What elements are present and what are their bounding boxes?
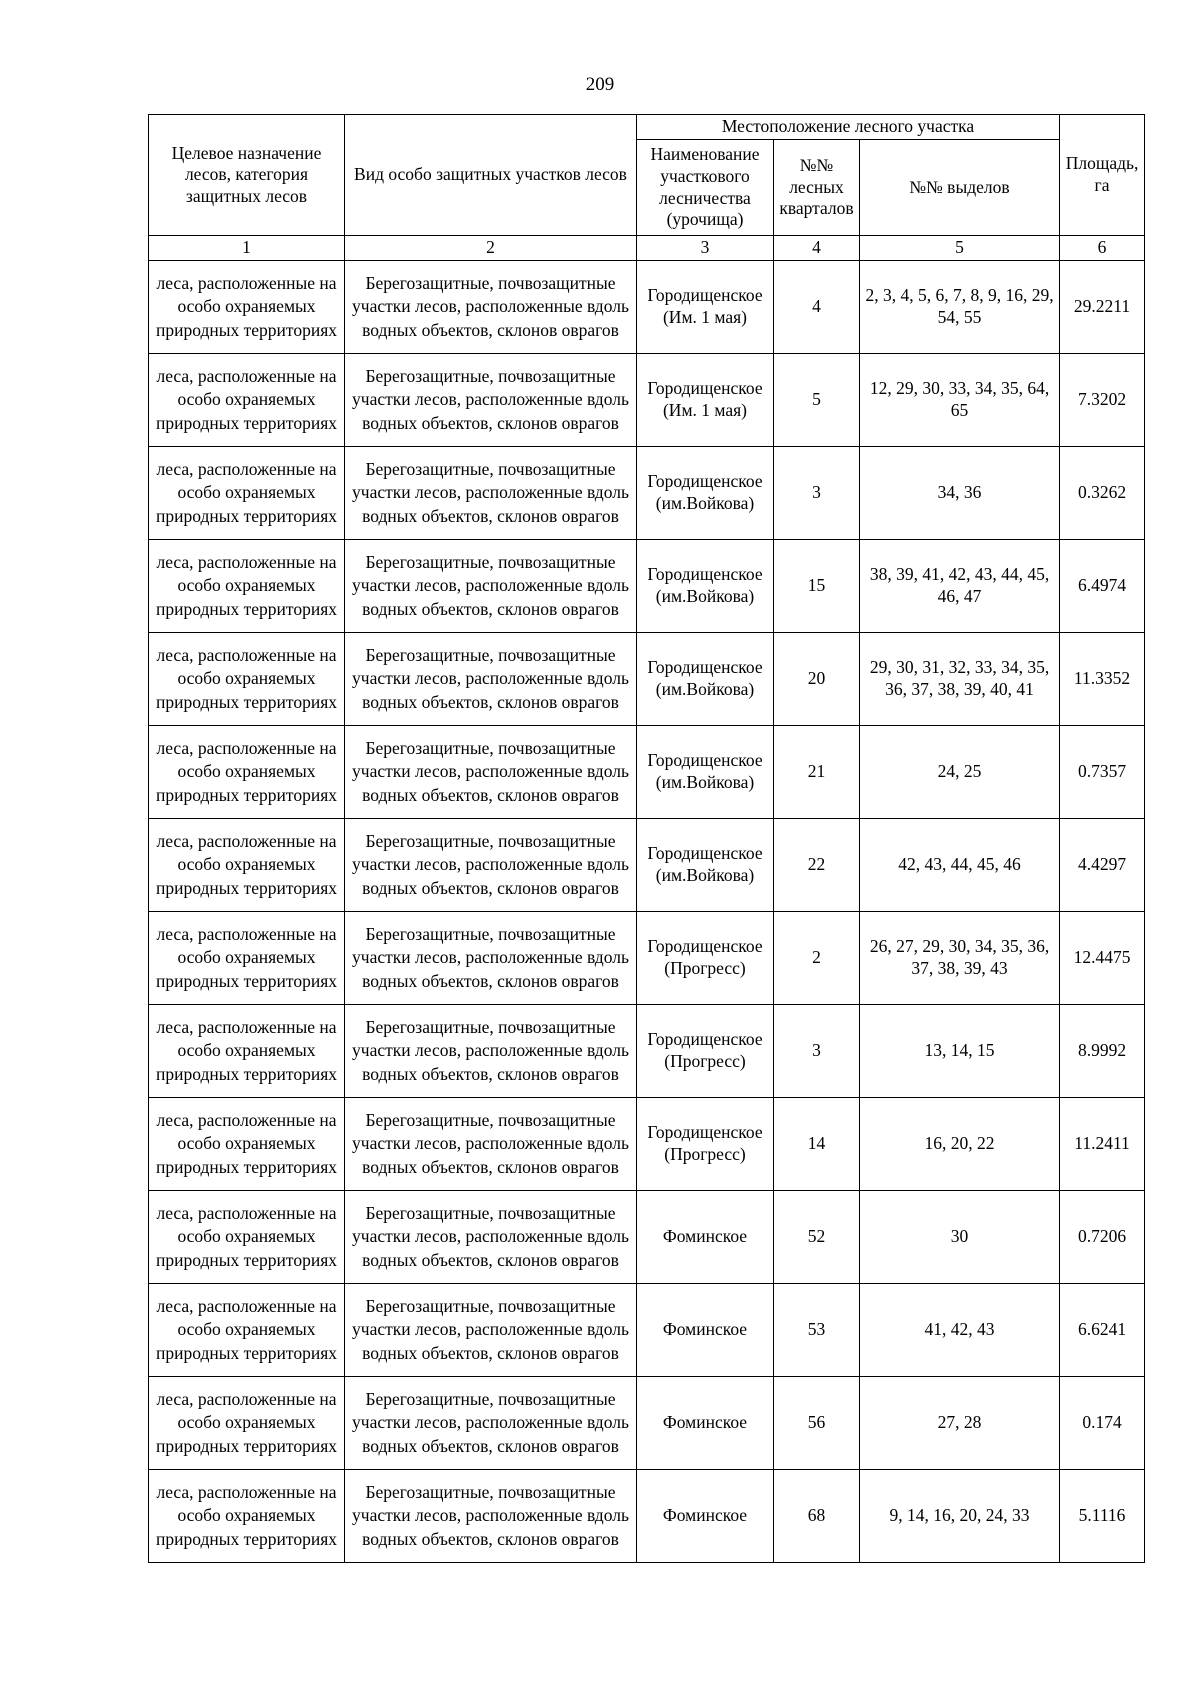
- cell-forestry: Городищенское (Прогресс): [637, 1005, 774, 1098]
- cell-allotments: 12, 29, 30, 33, 34, 35, 64, 65: [860, 354, 1060, 447]
- cell-purpose: леса, расположенные на особо охраняемых природных территориях: [149, 261, 345, 354]
- table-row: [149, 447, 1145, 540]
- cell-quarter: 22: [774, 819, 860, 912]
- cell-area: 5.1116: [1060, 1470, 1145, 1563]
- cell-kind: Берегозащитные, почвозащитные участки лесов, расположенные вдоль водных объектов, склонов оврагов: [345, 447, 637, 540]
- table-row: [149, 354, 1145, 447]
- cell-kind: Берегозащитные, почвозащитные участки лесов, расположенные вдоль водных объектов, склонов оврагов: [345, 540, 637, 633]
- cell-quarter: 5: [774, 354, 860, 447]
- cell-kind: Берегозащитные, почвозащитные участки лесов, расположенные вдоль водных объектов, склонов оврагов: [345, 819, 637, 912]
- cell-purpose: леса, расположенные на особо охраняемых природных территориях: [149, 1005, 345, 1098]
- column-number: 1: [149, 236, 345, 261]
- table-row: [149, 912, 1145, 1005]
- cell-area: 6.6241: [1060, 1284, 1145, 1377]
- table-row: [149, 633, 1145, 726]
- cell-allotments: 42, 43, 44, 45, 46: [860, 819, 1060, 912]
- cell-area: 7.3202: [1060, 354, 1145, 447]
- table-row: [149, 261, 1145, 354]
- cell-purpose: леса, расположенные на особо охраняемых природных территориях: [149, 1470, 345, 1563]
- cell-forestry: Городищенское (им.Войкова): [637, 540, 774, 633]
- cell-purpose: леса, расположенные на особо охраняемых природных территориях: [149, 819, 345, 912]
- column-number: 4: [774, 236, 860, 261]
- cell-kind: Берегозащитные, почвозащитные участки лесов, расположенные вдоль водных объектов, склонов оврагов: [345, 912, 637, 1005]
- cell-forestry: Городищенское (им.Войкова): [637, 819, 774, 912]
- cell-kind: Берегозащитные, почвозащитные участки лесов, расположенные вдоль водных объектов, склонов оврагов: [345, 1377, 637, 1470]
- cell-purpose: леса, расположенные на особо охраняемых природных территориях: [149, 726, 345, 819]
- cell-allotments: 9, 14, 16, 20, 24, 33: [860, 1470, 1060, 1563]
- cell-allotments: 34, 36: [860, 447, 1060, 540]
- cell-quarter: 20: [774, 633, 860, 726]
- cell-purpose: леса, расположенные на особо охраняемых природных территориях: [149, 912, 345, 1005]
- column-number: 6: [1060, 236, 1145, 261]
- cell-purpose: леса, расположенные на особо охраняемых природных территориях: [149, 1377, 345, 1470]
- cell-purpose: леса, расположенные на особо охраняемых природных территориях: [149, 540, 345, 633]
- table-row: [149, 1005, 1145, 1098]
- cell-area: 11.3352: [1060, 633, 1145, 726]
- forest-plots-table: [148, 114, 1145, 1563]
- page-number: 209: [585, 74, 615, 95]
- cell-quarter: 3: [774, 1005, 860, 1098]
- column-numbers-row: [149, 236, 1145, 261]
- cell-quarter: 56: [774, 1377, 860, 1470]
- cell-kind: Берегозащитные, почвозащитные участки лесов, расположенные вдоль водных объектов, склонов оврагов: [345, 1005, 637, 1098]
- cell-allotments: 13, 14, 15: [860, 1005, 1060, 1098]
- cell-purpose: леса, расположенные на особо охраняемых природных территориях: [149, 633, 345, 726]
- cell-purpose: леса, расположенные на особо охраняемых природных территориях: [149, 354, 345, 447]
- cell-quarter: 53: [774, 1284, 860, 1377]
- cell-quarter: 4: [774, 261, 860, 354]
- cell-kind: Берегозащитные, почвозащитные участки лесов, расположенные вдоль водных объектов, склонов оврагов: [345, 726, 637, 819]
- cell-allotments: 24, 25: [860, 726, 1060, 819]
- cell-forestry: Городищенское (им.Войкова): [637, 726, 774, 819]
- cell-forestry: Городищенское (Прогресс): [637, 912, 774, 1005]
- cell-quarter: 21: [774, 726, 860, 819]
- cell-area: 0.7357: [1060, 726, 1145, 819]
- cell-forestry: Фоминское: [637, 1284, 774, 1377]
- table-row: [149, 1098, 1145, 1191]
- column-number: 2: [345, 236, 637, 261]
- cell-quarter: 52: [774, 1191, 860, 1284]
- cell-forestry: Городищенское (им.Войкова): [637, 447, 774, 540]
- cell-quarter: 15: [774, 540, 860, 633]
- cell-area: 6.4974: [1060, 540, 1145, 633]
- cell-forestry: Фоминское: [637, 1191, 774, 1284]
- cell-area: 8.9992: [1060, 1005, 1145, 1098]
- table-row: [149, 819, 1145, 912]
- table-row: [149, 1377, 1145, 1470]
- cell-area: 29.2211: [1060, 261, 1145, 354]
- table-row: [149, 1284, 1145, 1377]
- header-kind: Вид особо защитных участков лесов: [345, 115, 637, 236]
- cell-purpose: леса, расположенные на особо охраняемых природных территориях: [149, 1098, 345, 1191]
- cell-quarter: 68: [774, 1470, 860, 1563]
- cell-kind: Берегозащитные, почвозащитные участки лесов, расположенные вдоль водных объектов, склонов оврагов: [345, 1191, 637, 1284]
- cell-forestry: Городищенское (Прогресс): [637, 1098, 774, 1191]
- cell-allotments: 38, 39, 41, 42, 43, 44, 45, 46, 47: [860, 540, 1060, 633]
- cell-kind: Берегозащитные, почвозащитные участки лесов, расположенные вдоль водных объектов, склонов оврагов: [345, 1098, 637, 1191]
- cell-allotments: 30: [860, 1191, 1060, 1284]
- cell-area: 0.3262: [1060, 447, 1145, 540]
- cell-allotments: 41, 42, 43: [860, 1284, 1060, 1377]
- cell-forestry: Городищенское (Им. 1 мая): [637, 261, 774, 354]
- header-location-group: Местоположение лесного участка: [637, 115, 1060, 140]
- cell-area: 11.2411: [1060, 1098, 1145, 1191]
- cell-quarter: 14: [774, 1098, 860, 1191]
- cell-kind: Берегозащитные, почвозащитные участки лесов, расположенные вдоль водных объектов, склонов оврагов: [345, 354, 637, 447]
- column-number: 3: [637, 236, 774, 261]
- table-row: [149, 1470, 1145, 1563]
- cell-quarter: 2: [774, 912, 860, 1005]
- cell-allotments: 26, 27, 29, 30, 34, 35, 36, 37, 38, 39, 43: [860, 912, 1060, 1005]
- header-quarters: №№ лесных кварталов: [774, 140, 860, 236]
- cell-forestry: Фоминское: [637, 1377, 774, 1470]
- table-row: [149, 1191, 1145, 1284]
- cell-forestry: Городищенское (Им. 1 мая): [637, 354, 774, 447]
- cell-purpose: леса, расположенные на особо охраняемых природных территориях: [149, 1284, 345, 1377]
- cell-quarter: 3: [774, 447, 860, 540]
- table-row: [149, 540, 1145, 633]
- header-forestry-name: Наименование участкового лесничества (урочища): [637, 140, 774, 236]
- header-purpose: Целевое назначение лесов, категория защитных лесов: [149, 115, 345, 236]
- cell-allotments: 29, 30, 31, 32, 33, 34, 35, 36, 37, 38, 39, 40, 41: [860, 633, 1060, 726]
- table-body: [149, 261, 1145, 1563]
- cell-purpose: леса, расположенные на особо охраняемых природных территориях: [149, 1191, 345, 1284]
- column-number: 5: [860, 236, 1060, 261]
- cell-area: 0.7206: [1060, 1191, 1145, 1284]
- cell-area: 12.4475: [1060, 912, 1145, 1005]
- cell-allotments: 2, 3, 4, 5, 6, 7, 8, 9, 16, 29, 54, 55: [860, 261, 1060, 354]
- cell-kind: Берегозащитные, почвозащитные участки лесов, расположенные вдоль водных объектов, склонов оврагов: [345, 261, 637, 354]
- header-area: Площадь, га: [1060, 115, 1145, 236]
- cell-kind: Берегозащитные, почвозащитные участки лесов, расположенные вдоль водных объектов, склонов оврагов: [345, 1284, 637, 1377]
- table-row: [149, 726, 1145, 819]
- cell-allotments: 27, 28: [860, 1377, 1060, 1470]
- cell-forestry: Фоминское: [637, 1470, 774, 1563]
- cell-area: 4.4297: [1060, 819, 1145, 912]
- header-allotments: №№ выделов: [860, 140, 1060, 236]
- cell-forestry: Городищенское (им.Войкова): [637, 633, 774, 726]
- cell-area: 0.174: [1060, 1377, 1145, 1470]
- cell-kind: Берегозащитные, почвозащитные участки лесов, расположенные вдоль водных объектов, склонов оврагов: [345, 1470, 637, 1563]
- cell-kind: Берегозащитные, почвозащитные участки лесов, расположенные вдоль водных объектов, склонов оврагов: [345, 633, 637, 726]
- cell-purpose: леса, расположенные на особо охраняемых природных территориях: [149, 447, 345, 540]
- cell-allotments: 16, 20, 22: [860, 1098, 1060, 1191]
